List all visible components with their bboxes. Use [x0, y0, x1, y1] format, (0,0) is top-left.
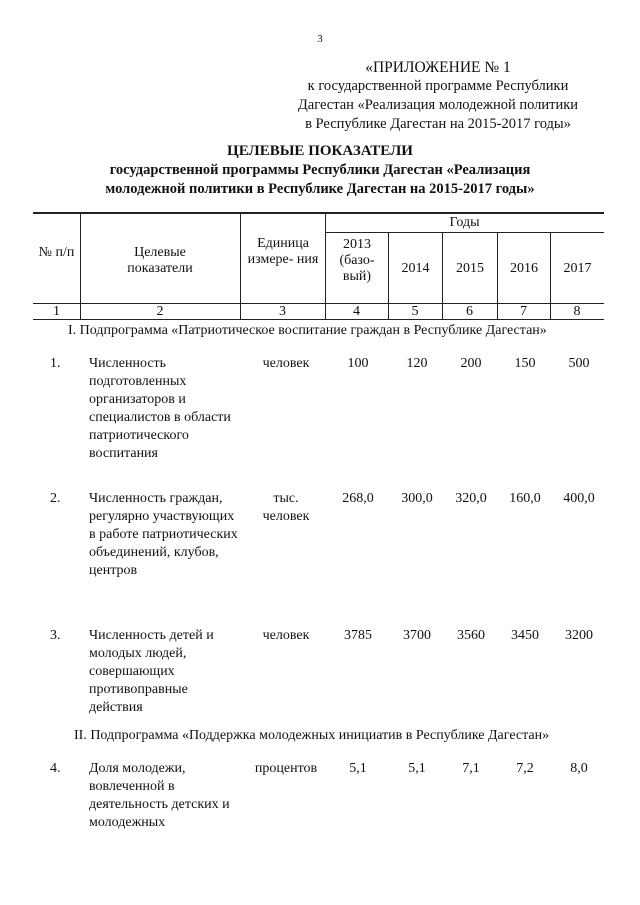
row-value-2014: 300,0	[401, 491, 433, 506]
appendix-line-4: в Республике Дагестан на 2015-2017 годы»	[305, 116, 571, 132]
row-indicator-name: Численность подготовленных организаторов и специалистов в области патриотического воспитания	[89, 356, 231, 461]
row-indicator-name: Численность детей и молодых людей, совершающих противоправные действия	[89, 628, 214, 715]
row-value-2014: 3700	[403, 628, 431, 643]
appendix-line-3: Дагестан «Реализация молодежной политики	[297, 97, 579, 113]
column-number: 5	[411, 304, 419, 319]
header-year-2013: 2013 (базо- вый)	[339, 237, 375, 284]
row-index: 1.	[50, 356, 61, 371]
row-unit: процентов	[254, 761, 318, 776]
section-title: II. Подпрограмма «Поддержка молодежных инициатив в Республике Дагестан»	[74, 728, 550, 743]
row-indicator-name: Численность граждан, регулярно участвующих в работе патриотических объединений, клубов, центров	[89, 491, 238, 578]
row-value-2013: 3785	[344, 628, 372, 643]
row-unit: человек	[262, 356, 310, 371]
column-number: 8	[573, 304, 581, 319]
row-indicator-name: Доля молодежи, вовлеченной в деятельность детских и молодежных	[89, 761, 230, 830]
header-year-2016: 2016	[510, 261, 538, 276]
column-number: 2	[156, 304, 164, 319]
section-title: I. Подпрограмма «Патриотическое воспитание граждан в Республике Дагестан»	[68, 323, 547, 338]
row-unit: человек	[262, 628, 310, 643]
row-value-2016: 150	[514, 356, 536, 371]
page-number: 3	[317, 33, 323, 45]
title-line-2: государственной программы Республики Дагестан «Реализация	[109, 162, 531, 178]
header-years: Годы	[449, 215, 480, 230]
row-value-2015: 320,0	[455, 491, 487, 506]
header-year-2015: 2015	[456, 261, 484, 276]
row-value-2013: 5,1	[349, 761, 367, 776]
header-year-2014: 2014	[401, 261, 430, 276]
header-col-name: Целевые показатели	[127, 245, 193, 276]
header-col-num: № п/п	[38, 245, 75, 260]
row-value-2014: 120	[406, 356, 428, 371]
row-unit: тыс. человек	[262, 491, 310, 524]
row-value-2016: 3450	[511, 628, 539, 643]
row-value-2015: 7,1	[462, 761, 480, 776]
column-number: 6	[466, 304, 473, 319]
row-value-2015: 3560	[457, 628, 485, 643]
document-title	[0, 142, 640, 199]
title-line-1: ЦЕЛЕВЫЕ ПОКАЗАТЕЛИ	[227, 143, 413, 159]
appendix-header	[288, 58, 588, 134]
column-number: 1	[53, 304, 60, 319]
row-value-2015: 200	[460, 356, 482, 371]
row-index: 4.	[50, 761, 61, 776]
row-value-2017: 400,0	[563, 491, 595, 506]
row-index: 2.	[50, 491, 61, 506]
header-col-unit: Единица измере- ния	[247, 236, 319, 267]
title-line-3: молодежной политики в Республике Дагестан на 2015-2017 годы»	[105, 181, 535, 197]
row-value-2017: 3200	[565, 628, 593, 643]
row-value-2016: 160,0	[509, 491, 541, 506]
appendix-line-1: «ПРИЛОЖЕНИЕ № 1	[365, 59, 511, 76]
row-index: 3.	[50, 628, 61, 643]
row-value-2017: 8,0	[570, 761, 588, 776]
row-value-2014: 5,1	[408, 761, 426, 776]
row-value-2017: 500	[568, 356, 590, 371]
row-value-2013: 100	[347, 356, 369, 371]
row-value-2013: 268,0	[342, 491, 374, 506]
column-number: 7	[520, 304, 527, 319]
column-number: 3	[279, 304, 286, 319]
column-number: 4	[353, 304, 360, 319]
header-year-2017: 2017	[563, 261, 592, 276]
row-value-2016: 7,2	[516, 761, 534, 776]
appendix-line-2: к государственной программе Республики	[307, 78, 569, 94]
